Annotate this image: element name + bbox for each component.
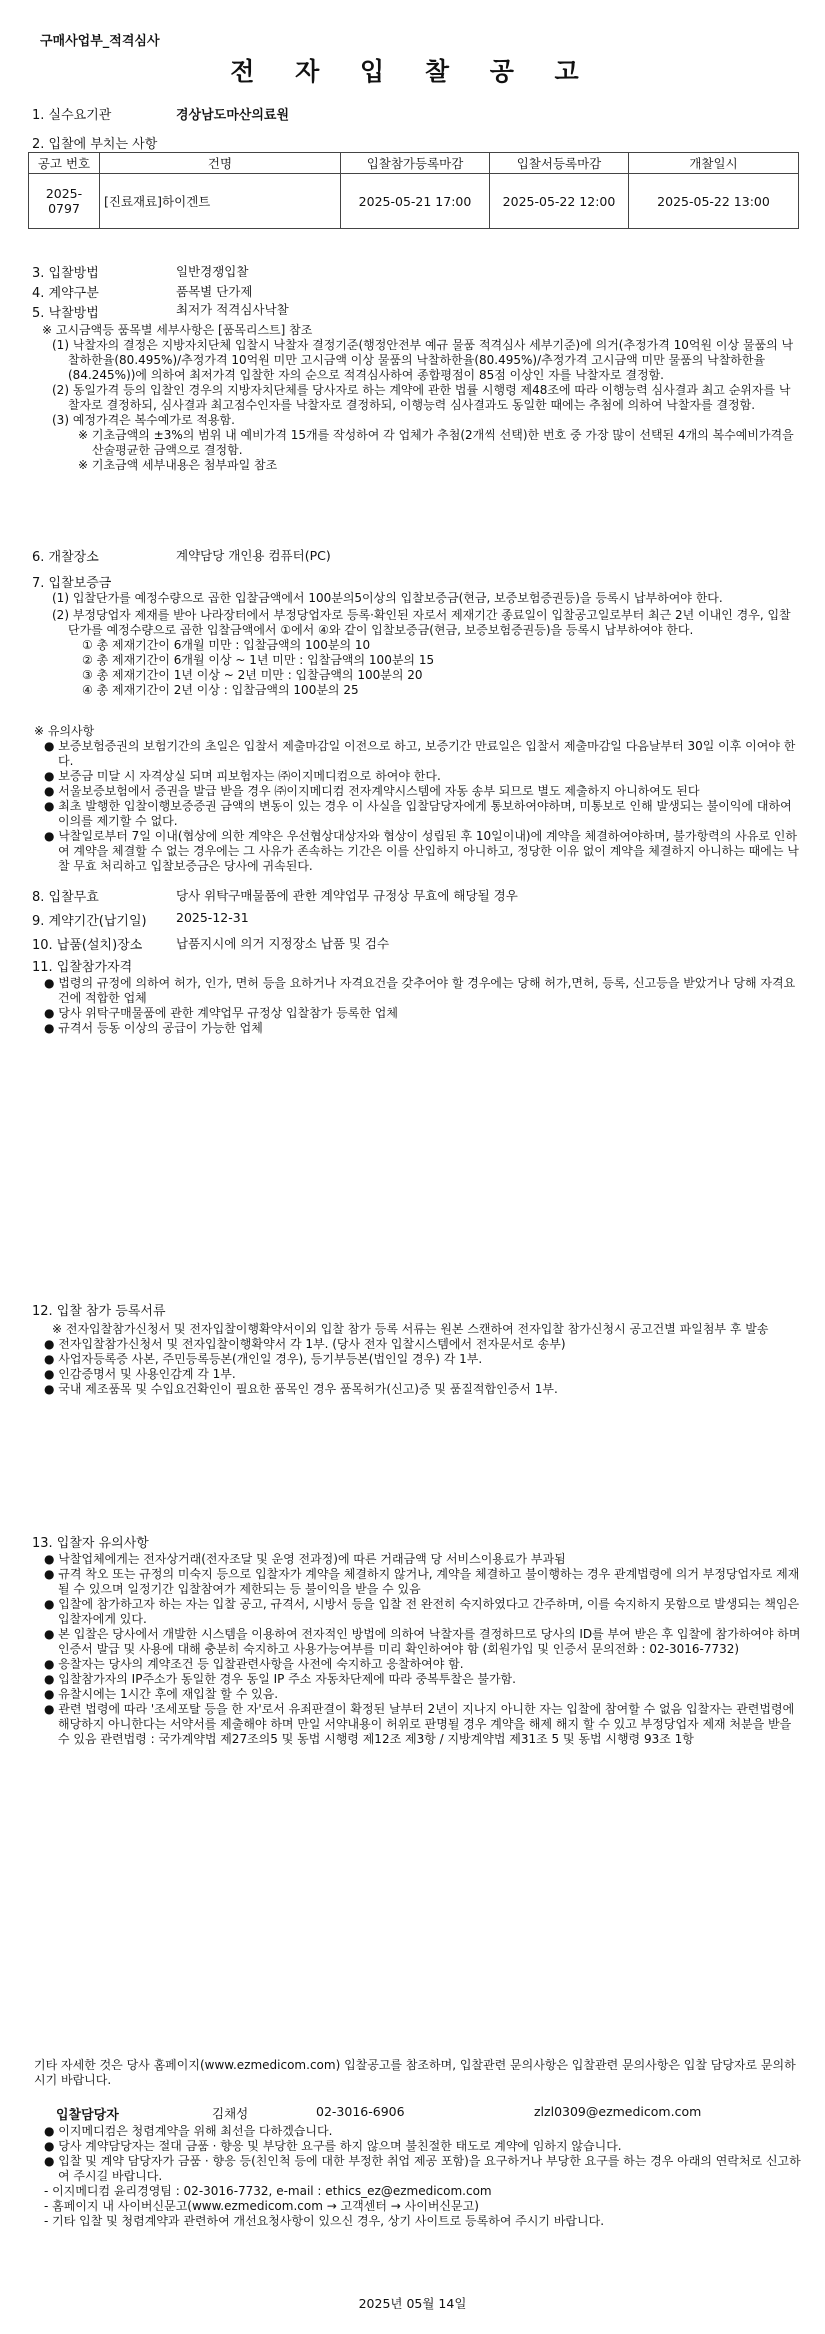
caution-text: 입찰에 참가하고자 하는 자는 입찰 공고, 규격서, 시방서 등을 입찰 전 완전히 숙지하였다고 간주하며, 이를 숙지하지 못함으로 발생되는 책임은 입찰자에게 있다. bbox=[58, 1597, 800, 1626]
qualification-text: 법령의 규정에 의하여 허가, 인가, 면허 등을 요하거나 자격요건을 갖추어야 할 경우에는 당해 허가,면허, 등록, 신고등을 받았거나 당해 자격요건에 적합한 업체 bbox=[58, 976, 796, 1005]
section-9-value: 2025-12-31 bbox=[176, 910, 249, 925]
list-item: ● 입찰 및 계약 담당자가 금품 · 향응 등(친인척 등에 대한 부정한 취업 제공 포함)을 요구하거나 부당한 요구를 하는 경우 아래의 연락처로 신고하여 주시길 바랍니다. bbox=[44, 2154, 801, 2183]
notice-text: 보증금 미달 시 자격상실 되며 피보험자는 ㈜이지메디컴으로 하여야 한다. bbox=[58, 769, 441, 783]
section-2-label: 2. 입찰에 부치는 사항 bbox=[32, 137, 158, 152]
qualification-text: 당사 위탁구매물품에 관한 계약업무 규정상 입찰참가 등록한 업체 bbox=[58, 1006, 398, 1020]
cell-item-name[interactable]: [진료재료]하이겐트 bbox=[100, 174, 341, 229]
contact-phone: 02-3016-6906 bbox=[316, 2104, 405, 2119]
page-title: 전 자 입 찰 공 고 bbox=[230, 57, 595, 86]
section-11-items bbox=[42, 976, 802, 1036]
doc-text: 사업자등록증 사본, 주민등록등본(개인일 경우), 등기부등본(법인일 경우) 각 1부. bbox=[58, 1352, 483, 1366]
list-item: ● 낙찰업체에게는 전자상거래(전자조달 및 운영 전과정)에 따른 거래금액 당 서비스이용료가 부과됨 bbox=[44, 1552, 566, 1566]
section-7-items bbox=[42, 591, 802, 698]
section-12-label: 12. 입찰 참가 등록서류 bbox=[32, 1304, 166, 1319]
section-10-value: 납품지시에 의거 지정장소 납품 및 검수 bbox=[176, 936, 390, 951]
note-line: (3) 예정가격은 복수예가로 적용함. bbox=[52, 413, 235, 427]
list-item: ● 유찰시에는 1시간 후에 재입찰 할 수 있음. bbox=[44, 1687, 279, 1701]
cell-open-date: 2025-05-22 13:00 bbox=[629, 174, 799, 229]
caution-text: 낙찰업체에게는 전자상거래(전자조달 및 운영 전과정)에 따른 거래금액 당 서비스이용료가 부과됨 bbox=[58, 1552, 566, 1566]
deposit-tier: ③ 총 제재기간이 1년 이상 ~ 2년 미만 : 입찰금액의 100분의 20 bbox=[82, 668, 423, 682]
report-line: - 이지메디컴 윤리경영팀 : 02-3016-7732, e-mail : ethics_ez@ezmedicom.com bbox=[44, 2184, 492, 2198]
department-label: 구매사업부_적격심사 bbox=[40, 34, 160, 49]
section-13-items bbox=[42, 1552, 802, 1747]
note-line: ※ 고시금액등 품목별 세부사항은 [품목리스트] 참조 bbox=[42, 323, 313, 337]
deposit-tier: ② 총 제재기간이 6개월 이상 ~ 1년 미만 : 입찰금액의 100분의 15 bbox=[82, 653, 435, 667]
docs-note: ※ 전자입찰참가신청서 및 전자입찰이행확약서이외 입찰 참가 등록 서류는 원본 스캔하여 전자입찰 참가신청시 공고건별 파일첨부 후 발송 bbox=[52, 1322, 769, 1336]
note-line: ※ 기초금액 세부내용은 첨부파일 참조 bbox=[78, 458, 278, 472]
section-1-value: 경상남도마산의료원 bbox=[176, 108, 290, 123]
section-7-label: 7. 입찰보증금 bbox=[32, 576, 112, 591]
section-5-value: 최저가 적격심사낙찰 bbox=[176, 302, 289, 317]
note-line: ※ 기초금액의 ±3%의 범위 내 예비가격 15개를 작성하여 각 업체가 추첨(2개씩 선택)한 번호 중 가장 많이 선택된 4개의 복수예비가격을 산술평균한 금액으로 결정함. bbox=[78, 428, 794, 457]
list-item: ● 국내 제조품목 및 수입요건확인이 필요한 품목인 경우 품목허가(신고)증 및 품질적합인증서 1부. bbox=[44, 1382, 558, 1396]
section-3-label: 3. 입찰방법 bbox=[32, 266, 99, 281]
list-item: ● 규격서 등동 이상의 공급이 가능한 업체 bbox=[44, 1021, 263, 1035]
list-item: ● 응찰자는 당사의 계약조건 등 입찰관련사항을 사전에 숙지하고 응찰하여야 함. bbox=[44, 1657, 464, 1671]
list-item: ● 인감증명서 및 사용인감계 각 1부. bbox=[44, 1367, 236, 1381]
section-4-value: 품목별 단가제 bbox=[176, 284, 253, 299]
list-item: ● 사업자등록증 사본, 주민등록등본(개인일 경우), 등기부등본(법인일 경우) 각 1부. bbox=[44, 1352, 483, 1366]
section-5-label: 5. 낙찰방법 bbox=[32, 306, 99, 321]
section-12-items bbox=[42, 1322, 802, 1397]
list-item: ● 입찰에 참가하고자 하는 자는 입찰 공고, 규격서, 시방서 등을 입찰 전 완전히 숙지하였다고 간주하며, 이를 숙지하지 못함으로 발생되는 책임은 입찰자에게 있다. bbox=[44, 1597, 800, 1626]
list-item: ● 당사 계약담당자는 절대 금품 · 향응 및 부당한 요구를 하지 않으며 불친절한 태도로 계약에 임하지 않습니다. bbox=[44, 2139, 622, 2153]
list-item: ● 보증보험증권의 보험기간의 초일은 입찰서 제출마감일 이전으로 하고, 보증기간 만료일은 입찰서 제출마감일 다음날부터 30일 이후 이여야 한다. bbox=[44, 739, 796, 768]
contact-label: 입찰담당자 bbox=[56, 2108, 119, 2123]
deposit-rule: (2) 부정당업자 제재를 받아 나라장터에서 부정당업자로 등록·확인된 자로서 제재기간 종료일이 입찰공고일로부터 최근 2년 이내인 경우, 입찰단가를 예정수량으로 곱한 입찰금액에서 ①에서 ④와 같이 입찰보증금(현금, 보증보험증권등)을 등록시 납부하여야 한다. bbox=[52, 608, 791, 637]
section-10-label: 10. 납품(설치)장소 bbox=[32, 938, 143, 953]
doc-text: 인감증명서 및 사용인감계 각 1부. bbox=[58, 1367, 236, 1381]
notice-text: 보증보험증권의 보험기간의 초일은 입찰서 제출마감일 이전으로 하고, 보증기간 만료일은 입찰서 제출마감일 다음날부터 30일 이후 이여야 한다. bbox=[58, 739, 796, 768]
report-line: - 홈페이지 내 사이버신문고(www.ezmedicom.com → 고객센터 → 사이버신문고) bbox=[44, 2199, 479, 2213]
doc-text: 국내 제조품목 및 수입요건확인이 필요한 품목인 경우 품목허가(신고)증 및 품질적합인증서 1부. bbox=[58, 1382, 558, 1396]
list-item: ● 전자입찰참가신청서 및 전자입찰이행확약서 각 1부. (당사 전자 입찰시스템에서 전자문서로 송부) bbox=[44, 1337, 566, 1351]
section-3-value: 일반경쟁입찰 bbox=[176, 264, 249, 279]
notice-date: 2025년 05월 14일 bbox=[358, 2296, 467, 2311]
col-notice-no: 공고 번호 bbox=[29, 153, 100, 174]
integrity-text: 이지메디컴은 청렴계약을 위해 최선을 다하겠습니다. bbox=[58, 2124, 333, 2138]
integrity-text: 입찰 및 계약 담당자가 금품 · 향응 등(친인척 등에 대한 부정한 취업 제공 포함)을 요구하거나 부당한 요구를 하는 경우 아래의 연락처로 신고하여 주시길 바랍니다. bbox=[58, 2154, 801, 2183]
footer-bullets bbox=[44, 2124, 804, 2229]
list-item: ● 법령의 규정에 의하여 허가, 인가, 면허 등을 요하거나 자격요건을 갖추어야 할 경우에는 당해 허가,면허, 등록, 신고등을 받았거나 당해 자격요건에 적합한 업체 bbox=[44, 976, 796, 1005]
note-line: (1) 낙찰자의 결정은 지방자치단체 입찰시 낙찰자 결정기준(행정안전부 예규 물품 적격심사 세부기준)에 의거(추정가격 10억원 이상 물품의 낙찰하한율(80.495%)/추정가격 10억원 미만 고시금액 이상 물품의 낙찰하한율(80.495%)/추정가격 고시금액 미만 물품의 낙찰하한율(84.245%))에 의하여 최저가격 입찰한 자의 순으로 적격심사하여 종합평점이 85점 이상인 자를 낙찰자로 결정함. bbox=[52, 338, 794, 382]
col-reg-deadline: 입찰참가등록마감 bbox=[341, 153, 490, 174]
doc-text: 전자입찰참가신청서 및 전자입찰이행확약서 각 1부. (당사 전자 입찰시스템에서 전자문서로 송부) bbox=[58, 1337, 566, 1351]
list-item: ● 관련 법령에 따라 '조세포탈 등을 한 자'로서 유죄판결이 확정된 날부터 2년이 지나지 아니한 자는 입찰에 참여할 수 없음 입찰자는 관련법령에 해당하지 아니한다는 서약서를 제출해야 하며 만일 서약내용이 허위로 판명될 경우 계약을 해제 해지 할 수 있고 부정당업자 제재 처분을 받을 수 있음 관련법령 : 국가계약법 제27조의5 및 동법 시행령 제12조 제3항 / 지방계약법 제31조 5 및 동법 시행령 93조 1항 bbox=[44, 1702, 795, 1746]
caution-text: 규격 착오 또는 규정의 미숙지 등으로 입찰자가 계약을 체결하지 않거나, 계약을 체결하고 불이행하는 경우 관계법령에 의거 부정당업자로 제재될 수 있으며 일정기간 입찰참여가 제한되는 등 불이익을 받을 수 있음 bbox=[58, 1567, 800, 1596]
section-9-label: 9. 계약기간(납기일) bbox=[32, 914, 147, 929]
section-13-label: 13. 입찰자 유의사항 bbox=[32, 1536, 149, 1551]
col-item-name: 건명 bbox=[100, 153, 341, 174]
notice-text: 최초 발행한 입찰이행보증증권 금액의 변동이 있는 경우 이 사실을 입찰담당자에게 통보하여야하며, 미통보로 인해 발생되는 불이익에 대하여 이의를 제기할 수 없다. bbox=[58, 799, 792, 828]
deposit-tier: ① 총 제재기간이 6개월 미만 : 입찰금액의 100분의 10 bbox=[82, 638, 371, 652]
caution-text: 유찰시에는 1시간 후에 재입찰 할 수 있음. bbox=[58, 1687, 279, 1701]
caution-text: 입찰참가자의 IP주소가 동일한 경우 동일 IP 주소 자동차단제에 따라 중복투찰은 불가함. bbox=[58, 1672, 516, 1686]
footer-intro: 기타 자세한 것은 당사 홈페이지(www.ezmedicom.com) 입찰공고를 참조하며, 입찰관련 문의사항은 입찰관련 문의사항은 입찰 담당자로 문의하시기 바랍니다. bbox=[34, 2058, 796, 2087]
report-line: - 기타 입찰 및 청렴계약과 관련하여 개선요청사항이 있으신 경우, 상기 사이트로 등록하여 주시기 바랍니다. bbox=[44, 2214, 605, 2228]
section-5-notes bbox=[42, 323, 802, 473]
caution-text: 응찰자는 당사의 계약조건 등 입찰관련사항을 사전에 숙지하고 응찰하여야 함. bbox=[58, 1657, 464, 1671]
deposit-rule: (1) 입찰단가를 예정수량으로 곱한 입찰금액에서 100분의5이상의 입찰보증금(현금, 보증보험증권등)을 등록시 납부하여야 한다. bbox=[52, 591, 723, 605]
list-item: ● 보증금 미달 시 자격상실 되며 피보험자는 ㈜이지메디컴으로 하여야 한다. bbox=[44, 769, 441, 783]
cell-notice-no: 2025-0797 bbox=[29, 174, 100, 229]
contact-name: 김채성 bbox=[212, 2106, 249, 2121]
list-item: ● 규격 착오 또는 규정의 미숙지 등으로 입찰자가 계약을 체결하지 않거나, 계약을 체결하고 불이행하는 경우 관계법령에 의거 부정당업자로 제재될 수 있으며 일정기간 입찰참여가 제한되는 등 불이익을 받을 수 있음 bbox=[44, 1567, 800, 1596]
bid-table bbox=[28, 152, 799, 229]
notice-text: 서울보증보험에서 증권을 발급 받을 경우 ㈜이지메디컴 전자계약시스템에 자동 송부 되므로 별도 제출하지 아니하여도 된다 bbox=[58, 784, 700, 798]
table-row bbox=[29, 174, 799, 229]
list-item: ● 입찰참가자의 IP주소가 동일한 경우 동일 IP 주소 자동차단제에 따라 중복투찰은 불가함. bbox=[44, 1672, 516, 1686]
integrity-text: 당사 계약담당자는 절대 금품 · 향응 및 부당한 요구를 하지 않으며 불친절한 태도로 계약에 임하지 않습니다. bbox=[58, 2139, 622, 2153]
deposit-tier: ④ 총 제재기간이 2년 이상 : 입찰금액의 100분의 25 bbox=[82, 683, 359, 697]
cell-bid-deadline: 2025-05-22 12:00 bbox=[490, 174, 629, 229]
contact-email[interactable]: zlzl0309@ezmedicom.com bbox=[534, 2104, 702, 2119]
list-item: ● 본 입찰은 당사에서 개발한 시스템을 이용하여 전자적인 방법에 의하여 낙찰자를 결정하므로 당사의 ID를 부여 받은 후 입찰에 참가하여야 하며 인증서 발급 및 사용에 대해 충분히 숙지하고 사용가능여부를 미리 확인하여야 함 (회원가입 및 인증서 문의전화 : 02-3016-7732) bbox=[44, 1627, 801, 1656]
note-line: (2) 동일가격 등의 입찰인 경우의 지방자치단체를 당사자로 하는 계약에 관한 법률 시행령 제48조에 따라 이행능력 심사결과 최고 순위자를 낙찰자로 결정하되, 심사결과 최고점수인자를 낙찰자로 결정하되, 이행능력 심사결과도 동일한 때에는 추첨에 의하여 낙찰자를 결정함. bbox=[52, 383, 791, 412]
section-11-label: 11. 입찰참가자격 bbox=[32, 960, 133, 975]
section-7-notices bbox=[34, 724, 804, 874]
list-item: ● 이지메디컴은 청렴계약을 위해 최선을 다하겠습니다. bbox=[44, 2124, 333, 2138]
list-item: ● 낙찰일로부터 7일 이내(협상에 의한 계약은 우선협상대상자와 협상이 성립된 후 10일이내)에 계약을 체결하여야하며, 불가항력의 사유로 인하여 계약을 체결할 수 없는 경우에는 그 사유가 존속하는 기간은 이를 산입하지 아니하고, 정당한 이유 없이 계약을 체결하지 아니하는 때에는 낙찰 무효 처리하고 입찰보증금은 당사에 귀속된다. bbox=[44, 829, 799, 873]
col-bid-deadline: 입찰서등록마감 bbox=[490, 153, 629, 174]
list-item: ● 최초 발행한 입찰이행보증증권 금액의 변동이 있는 경우 이 사실을 입찰담당자에게 통보하여야하며, 미통보로 인해 발생되는 불이익에 대하여 이의를 제기할 수 없다. bbox=[44, 799, 792, 828]
caution-text: 본 입찰은 당사에서 개발한 시스템을 이용하여 전자적인 방법에 의하여 낙찰자를 결정하므로 당사의 ID를 부여 받은 후 입찰에 참가하여야 하며 인증서 발급 및 사용에 대해 충분히 숙지하고 사용가능여부를 미리 확인하여야 함 (회원가입 및 인증서 문의전화 : 02-3016-7732) bbox=[58, 1627, 801, 1656]
section-6-label: 6. 개찰장소 bbox=[32, 550, 99, 565]
bid-table-header bbox=[29, 153, 799, 174]
section-6-value: 계약담당 개인용 컴퓨터(PC) bbox=[176, 548, 331, 563]
section-4-label: 4. 계약구분 bbox=[32, 286, 99, 301]
section-8-value: 당사 위탁구매물품에 관한 계약업무 규정상 무효에 해당될 경우 bbox=[176, 888, 518, 903]
section-1-label: 1. 실수요기관 bbox=[32, 108, 112, 123]
notice-head: ※ 유의사항 bbox=[34, 724, 95, 738]
list-item: ● 당사 위탁구매물품에 관한 계약업무 규정상 입찰참가 등록한 업체 bbox=[44, 1006, 398, 1020]
notice-text: 낙찰일로부터 7일 이내(협상에 의한 계약은 우선협상대상자와 협상이 성립된 후 10일이내)에 계약을 체결하여야하며, 불가항력의 사유로 인하여 계약을 체결할 수 없는 경우에는 그 사유가 존속하는 기간은 이를 산입하지 아니하고, 정당한 이유 없이 계약을 체결하지 아니하는 때에는 낙찰 무효 처리하고 입찰보증금은 당사에 귀속된다. bbox=[58, 829, 799, 873]
qualification-text: 규격서 등동 이상의 공급이 가능한 업체 bbox=[58, 1021, 263, 1035]
caution-text: 관련 법령에 따라 '조세포탈 등을 한 자'로서 유죄판결이 확정된 날부터 2년이 지나지 아니한 자는 입찰에 참여할 수 없음 입찰자는 관련법령에 해당하지 아니한다는 서약서를 제출해야 하며 만일 서약내용이 허위로 판명될 경우 계약을 해제 해지 할 수 있고 부정당업자 제재 처분을 받을 수 있음 관련법령 : 국가계약법 제27조의5 및 동법 시행령 제12조 제3항 / 지방계약법 제31조 5 및 동법 시행령 93조 1항 bbox=[58, 1702, 795, 1746]
section-8-label: 8. 입찰무효 bbox=[32, 890, 99, 905]
cell-reg-deadline: 2025-05-21 17:00 bbox=[341, 174, 490, 229]
list-item: ● 서울보증보험에서 증권을 발급 받을 경우 ㈜이지메디컴 전자계약시스템에 자동 송부 되므로 별도 제출하지 아니하여도 된다 bbox=[44, 784, 700, 798]
col-open-date: 개찰일시 bbox=[629, 153, 799, 174]
